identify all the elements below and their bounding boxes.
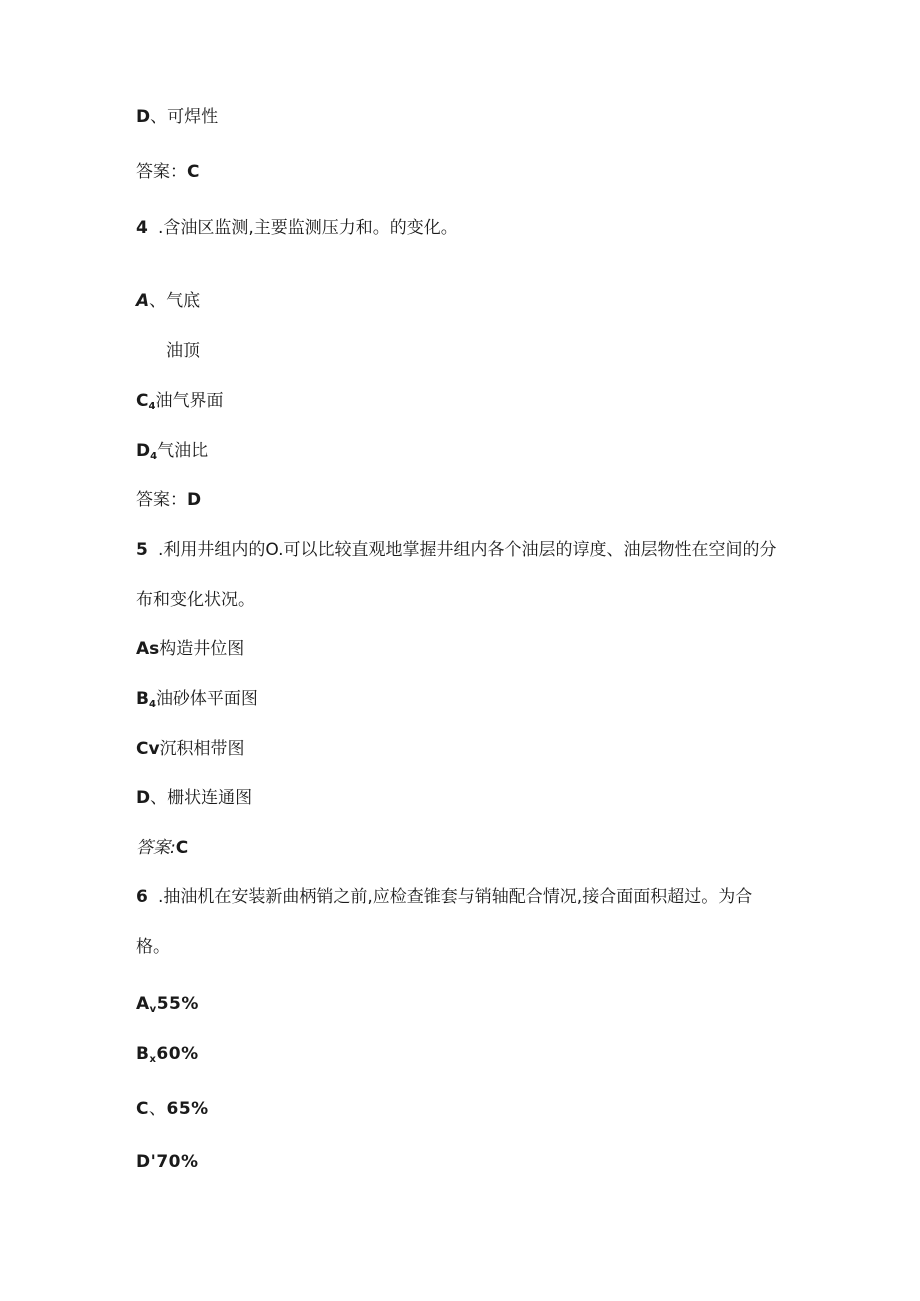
question-text: 布和变化状况。 — [136, 590, 255, 610]
option-sep: 4 — [148, 401, 156, 412]
q6-option-a — [136, 993, 199, 1021]
option-letter: D — [136, 107, 151, 127]
option-letter: As — [136, 639, 160, 659]
option-text: 70% — [156, 1152, 199, 1172]
question-number: 4 — [136, 218, 148, 238]
option-text: 栅状连通图 — [167, 788, 253, 808]
option-letter: A — [136, 291, 150, 311]
question-number: 5 — [136, 540, 148, 560]
option-text: 气底 — [166, 291, 201, 311]
q6-option-b — [136, 1043, 199, 1071]
option-text: 60% — [156, 1044, 199, 1064]
option-text: 沉积相带图 — [159, 739, 245, 759]
option-letter: D — [136, 788, 151, 808]
question-6-continued — [136, 936, 170, 958]
option-letter: D' — [136, 1152, 157, 1172]
q4-option-a — [136, 290, 200, 312]
answer-label: 答案： — [136, 490, 187, 510]
option-sep: v — [149, 1004, 157, 1015]
answer-value: C — [187, 162, 200, 182]
option-letter: C — [136, 1099, 149, 1119]
q4-option-c — [136, 390, 223, 418]
option-sep: 4 — [148, 699, 156, 710]
option-text: 油气界面 — [155, 391, 224, 411]
option-sep: x — [149, 1054, 157, 1065]
option-text: 油砂体平面图 — [155, 689, 258, 709]
question-6 — [136, 886, 752, 908]
q4-option-d — [136, 440, 208, 468]
option-letter: C — [136, 391, 149, 411]
option-text: 55% — [156, 994, 199, 1014]
option-letter: D — [136, 441, 151, 461]
q4-option-b — [166, 340, 200, 362]
q5-option-c — [136, 738, 245, 760]
option-letter: B — [136, 1044, 150, 1064]
option-sep: 、 — [149, 291, 167, 311]
option-letter: B — [136, 689, 149, 709]
option-letter: Cv — [136, 739, 160, 759]
q4-answer — [136, 489, 201, 511]
q5-option-b — [136, 688, 258, 716]
answer-label: 答案: — [136, 838, 176, 858]
q6-option-c — [136, 1098, 209, 1120]
option-text: 气油比 — [157, 441, 209, 461]
option-sep: 、 — [148, 1099, 167, 1119]
q5-option-a — [136, 638, 244, 660]
option-text: 构造井位图 — [159, 639, 245, 659]
q6-option-d — [136, 1151, 199, 1173]
question-text: .含油区监测,主要监测压力和。的变化。 — [158, 218, 458, 238]
answer-prev — [136, 161, 199, 183]
q5-option-d — [136, 787, 252, 809]
question-text: 格。 — [136, 937, 170, 957]
answer-value: C — [175, 838, 189, 858]
question-text: .利用井组内的O.可以比较直观地掌握井组内各个油层的谆度、油层物性在空间的分 — [158, 540, 777, 560]
option-sep: 4 — [150, 451, 158, 462]
question-5 — [136, 539, 777, 561]
option-text: 可焊性 — [167, 107, 219, 127]
option-sep: 、 — [150, 788, 168, 808]
answer-label: 答案： — [136, 162, 187, 182]
option-sep: 、 — [150, 107, 168, 127]
q5-answer — [136, 837, 188, 859]
option-letter: A — [136, 994, 150, 1014]
answer-value: D — [187, 490, 202, 510]
option-text: 油顶 — [166, 341, 200, 361]
question-number: 6 — [136, 887, 148, 907]
question-5-continued — [136, 589, 255, 611]
option-text: 65% — [166, 1099, 209, 1119]
question-text: .抽油机在安装新曲柄销之前,应检查锥套与销轴配合情况,接合面面积超过。为合 — [158, 887, 753, 907]
option-d-prev — [136, 106, 218, 128]
question-4 — [136, 217, 458, 239]
